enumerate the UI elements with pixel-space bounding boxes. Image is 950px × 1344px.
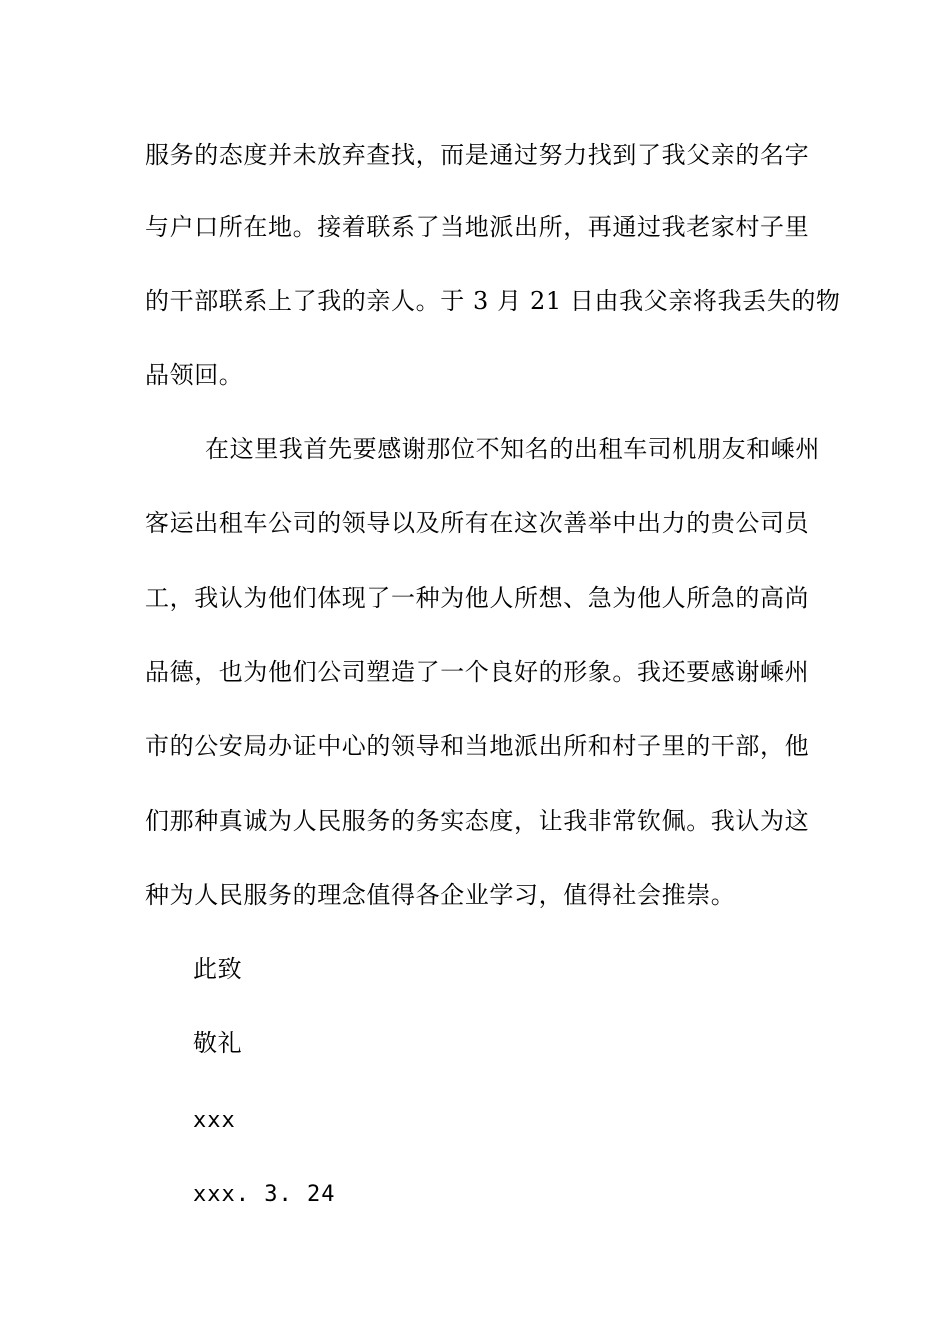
closing-salutation: 此致 bbox=[193, 955, 243, 983]
paragraph-line: 品德，也为他们公司塑造了一个良好的形象。我还要感谢嵊州 bbox=[145, 658, 810, 686]
closing-regards: 敬礼 bbox=[193, 1029, 243, 1057]
letter-date: xxx. 3. 24 bbox=[193, 1182, 336, 1207]
paragraph-line: 在这里我首先要感谢那位不知名的出租车司机朋友和嵊州 bbox=[205, 435, 820, 463]
paragraph-line: 种为人民服务的理念值得各企业学习，值得社会推崇。 bbox=[145, 881, 736, 909]
paragraph-line: 服务的态度并未放弃查找，而是通过努力找到了我父亲的名字 bbox=[145, 141, 810, 169]
paragraph-line: 的干部联系上了我的亲人。于 3 月 21 日由我父亲将我丢失的物 bbox=[145, 287, 841, 315]
paragraph-line: 们那种真诚为人民服务的务实态度，让我非常钦佩。我认为这 bbox=[145, 807, 810, 835]
paragraph-line: 市的公安局办证中心的领导和当地派出所和村子里的干部，他 bbox=[145, 732, 810, 760]
paragraph-line: 工，我认为他们体现了一种为他人所想、急为他人所急的高尚 bbox=[145, 584, 810, 612]
signature: xxx bbox=[193, 1108, 236, 1133]
paragraph-line: 与户口所在地。接着联系了当地派出所，再通过我老家村子里 bbox=[145, 213, 810, 241]
paragraph-line: 客运出租车公司的领导以及所有在这次善举中出力的贵公司员 bbox=[145, 509, 810, 537]
paragraph-line: 品领回。 bbox=[145, 361, 244, 389]
